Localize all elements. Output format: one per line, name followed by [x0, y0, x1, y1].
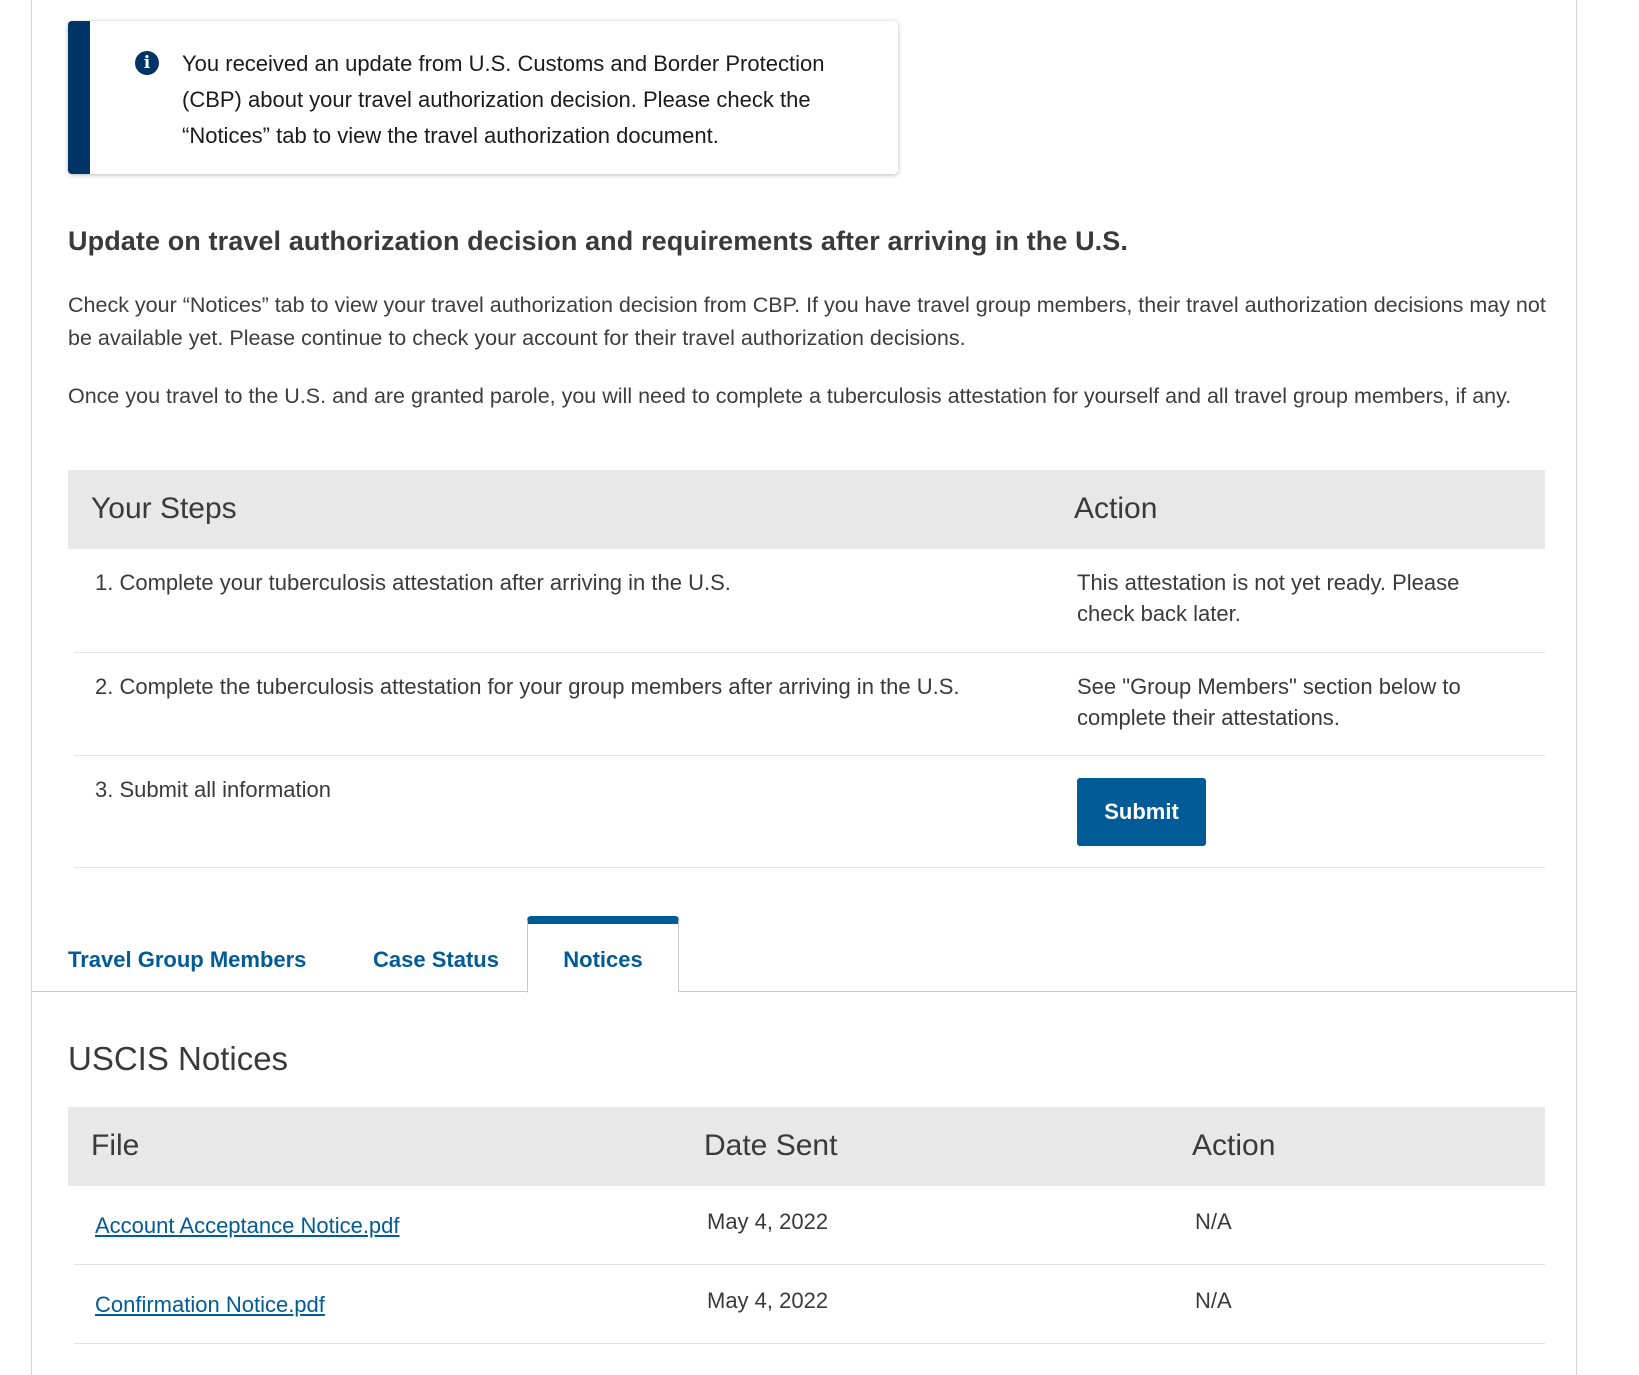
column-header-action: Action	[1074, 492, 1158, 525]
step-action-text: See "Group Members" section below to complete their attestations.	[1077, 674, 1461, 730]
column-header-action: Action	[1192, 1129, 1276, 1162]
update-heading: Update on travel authorization decision and requirements after arriving in the U.S.	[68, 226, 1128, 256]
info-alert	[68, 21, 898, 174]
file-link[interactable]: Account Acceptance Notice.pdf	[95, 1213, 400, 1238]
row-action: N/A	[1195, 1288, 1232, 1313]
table-row	[74, 1265, 1545, 1344]
main-content	[31, 0, 1577, 1375]
steps-table-header	[68, 470, 1545, 549]
alert-accent-bar	[68, 21, 90, 174]
tab-travel-group-members[interactable]: Travel Group Members	[68, 947, 307, 972]
notices-table	[68, 1107, 1545, 1344]
info-icon: i	[135, 51, 159, 75]
steps-table	[68, 470, 1545, 868]
date-sent: May 4, 2022	[707, 1209, 829, 1234]
column-header-your-steps: Your Steps	[91, 492, 237, 525]
table-row	[74, 1186, 1545, 1265]
step-text: 2. Complete the tuberculosis attestation for your group members after arriving in the U.S.	[95, 674, 960, 699]
table-row	[74, 549, 1545, 653]
step-text: 3. Submit all information	[95, 777, 331, 802]
submit-button[interactable]: Submit	[1077, 778, 1206, 846]
table-row	[74, 756, 1545, 868]
tab-notices[interactable]: Notices	[527, 916, 679, 993]
update-paragraph-attestation: Once you travel to the U.S. and are granted parole, you will need to complete a tuberculosis attestation for yourself and all travel group members, if any.	[68, 384, 1512, 408]
table-row	[74, 653, 1545, 756]
tab-bar	[32, 916, 1576, 992]
step-text: 1. Complete your tuberculosis attestation after arriving in the U.S.	[95, 570, 731, 595]
alert-message: You received an update from U.S. Customs and Border Protection (CBP) about your travel authorization decision. Please check the “Notices” tab to view the travel authorization document.	[182, 51, 825, 148]
step-action-text: This attestation is not yet ready. Please check back later.	[1077, 570, 1460, 626]
date-sent: May 4, 2022	[707, 1288, 829, 1313]
file-link[interactable]: Confirmation Notice.pdf	[95, 1292, 325, 1317]
column-header-file: File	[91, 1129, 140, 1162]
column-header-date-sent: Date Sent	[704, 1129, 838, 1162]
tab-case-status[interactable]: Case Status	[373, 947, 499, 972]
notices-heading: USCIS Notices	[68, 1040, 289, 1077]
update-paragraph-notices: Check your “Notices” tab to view your travel authorization decision from CBP. If you have travel group members, their travel authorization decisions may not be available yet. Please continue to check your account for their travel authorization decisions.	[68, 293, 1546, 350]
row-action: N/A	[1195, 1209, 1232, 1234]
notices-table-header	[68, 1107, 1545, 1186]
